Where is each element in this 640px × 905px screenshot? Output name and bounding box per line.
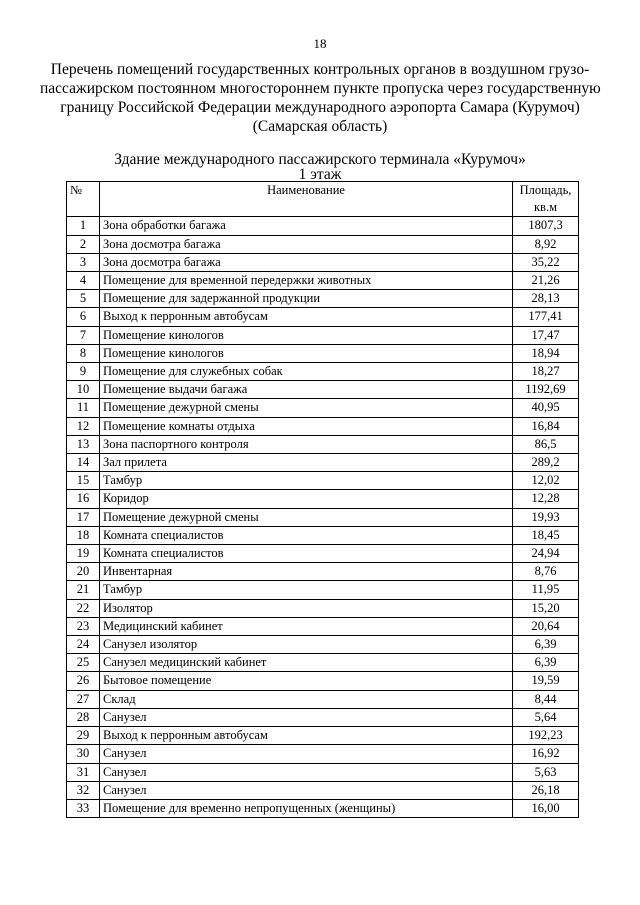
table-row (67, 399, 579, 417)
row-number: 14 (67, 454, 100, 472)
row-name: Тамбур (100, 581, 513, 599)
table-row (67, 253, 579, 271)
row-number: 25 (67, 654, 100, 672)
row-name: Санузел (100, 781, 513, 799)
row-area: 16,84 (513, 417, 579, 435)
row-area: 18,27 (513, 363, 579, 381)
table-row (67, 290, 579, 308)
row-area: 192,23 (513, 727, 579, 745)
row-area: 16,00 (513, 799, 579, 817)
row-name: Выход к перронным автобусам (100, 308, 513, 326)
row-area: 35,22 (513, 253, 579, 271)
table-row (67, 545, 579, 563)
row-area: 5,63 (513, 763, 579, 781)
row-area: 8,76 (513, 563, 579, 581)
row-number: 10 (67, 381, 100, 399)
row-number: 19 (67, 545, 100, 563)
row-number: 16 (67, 490, 100, 508)
row-name: Инвентарная (100, 563, 513, 581)
table-body (67, 217, 579, 818)
table-row (67, 763, 579, 781)
title-line-4: (Самарская область) (252, 118, 388, 135)
row-number: 11 (67, 399, 100, 417)
row-area: 6,39 (513, 654, 579, 672)
row-name: Помещение комнаты отдыха (100, 417, 513, 435)
row-area: 8,92 (513, 235, 579, 253)
row-area: 15,20 (513, 599, 579, 617)
title-line-3: границу Российской Федерации международного аэропорта Самара (Курумоч) (60, 99, 580, 116)
table-row (67, 490, 579, 508)
row-area: 18,45 (513, 526, 579, 544)
row-number: 12 (67, 417, 100, 435)
table-row (67, 708, 579, 726)
table-row (67, 581, 579, 599)
row-number: 6 (67, 308, 100, 326)
table-row (67, 599, 579, 617)
table-row (67, 454, 579, 472)
table-row (67, 472, 579, 490)
row-name: Помещение выдачи багажа (100, 381, 513, 399)
row-number: 13 (67, 435, 100, 453)
row-number: 22 (67, 599, 100, 617)
table-row (67, 508, 579, 526)
row-name: Помещение для задержанной продукции (100, 290, 513, 308)
row-area: 24,94 (513, 545, 579, 563)
table-row (67, 526, 579, 544)
row-number: 31 (67, 763, 100, 781)
row-number: 17 (67, 508, 100, 526)
row-name: Изолятор (100, 599, 513, 617)
table-row (67, 308, 579, 326)
row-area: 12,28 (513, 490, 579, 508)
table-row (67, 344, 579, 362)
table-row (67, 690, 579, 708)
row-name: Санузел медицинский кабинет (100, 654, 513, 672)
row-area: 8,44 (513, 690, 579, 708)
table-row (67, 435, 579, 453)
row-area: 11,95 (513, 581, 579, 599)
row-name: Комната специалистов (100, 545, 513, 563)
row-area: 18,94 (513, 344, 579, 362)
row-name: Помещение дежурной смены (100, 508, 513, 526)
row-number: 3 (67, 253, 100, 271)
table-row (67, 417, 579, 435)
row-number: 7 (67, 326, 100, 344)
row-number: 32 (67, 781, 100, 799)
title-line-2: пассажирском постоянном многостороннем пункте пропуска через государственную (40, 80, 601, 97)
table-row (67, 617, 579, 635)
row-area: 1807,3 (513, 217, 579, 235)
row-area: 28,13 (513, 290, 579, 308)
row-area: 177,41 (513, 308, 579, 326)
row-number: 1 (67, 217, 100, 235)
table-row (67, 326, 579, 344)
row-number: 30 (67, 745, 100, 763)
row-area: 12,02 (513, 472, 579, 490)
row-number: 26 (67, 672, 100, 690)
row-name: Помещение дежурной смены (100, 399, 513, 417)
row-name: Зона паспортного контроля (100, 435, 513, 453)
row-name: Выход к перронным автобусам (100, 727, 513, 745)
row-name: Помещение для служебных собак (100, 363, 513, 381)
row-name: Помещение для временно непропущенных (женщины) (100, 799, 513, 817)
table-row (67, 563, 579, 581)
row-name: Санузел (100, 708, 513, 726)
table-row (67, 727, 579, 745)
row-name: Коридор (100, 490, 513, 508)
row-name: Бытовое помещение (100, 672, 513, 690)
table-row (67, 217, 579, 235)
table-row (67, 654, 579, 672)
row-name: Тамбур (100, 472, 513, 490)
floor-heading: 1 этаж (298, 166, 342, 183)
header-area (513, 182, 579, 217)
row-name: Зал прилета (100, 454, 513, 472)
header-area-line2: кв.м (533, 200, 557, 215)
row-area: 86,5 (513, 435, 579, 453)
row-name: Санузел (100, 745, 513, 763)
row-area: 17,47 (513, 326, 579, 344)
row-area: 40,95 (513, 399, 579, 417)
row-number: 29 (67, 727, 100, 745)
row-number: 23 (67, 617, 100, 635)
row-area: 6,39 (513, 636, 579, 654)
table-row (67, 381, 579, 399)
row-area: 289,2 (513, 454, 579, 472)
row-area: 1192,69 (513, 381, 579, 399)
table-row (67, 781, 579, 799)
row-number: 8 (67, 344, 100, 362)
row-number: 5 (67, 290, 100, 308)
table-row (67, 745, 579, 763)
table-row (67, 363, 579, 381)
row-name: Помещение для временной передержки животных (100, 272, 513, 290)
row-area: 16,92 (513, 745, 579, 763)
table-row (67, 636, 579, 654)
row-number: 4 (67, 272, 100, 290)
row-number: 2 (67, 235, 100, 253)
row-area: 5,64 (513, 708, 579, 726)
row-area: 26,18 (513, 781, 579, 799)
table-row (67, 672, 579, 690)
row-number: 20 (67, 563, 100, 581)
row-number: 33 (67, 799, 100, 817)
row-name: Помещение кинологов (100, 326, 513, 344)
row-number: 27 (67, 690, 100, 708)
row-area: 19,59 (513, 672, 579, 690)
title-line-1: Перечень помещений государственных контрольных органов в воздушном грузо- (50, 61, 590, 78)
row-area: 20,64 (513, 617, 579, 635)
page-number: 18 (313, 36, 327, 51)
row-name: Зона досмотра багажа (100, 253, 513, 271)
row-name: Санузел изолятор (100, 636, 513, 654)
header-number: № (67, 182, 100, 217)
row-area: 19,93 (513, 508, 579, 526)
document-title (40, 60, 600, 136)
building-heading: Здание международного пассажирского терминала «Курумоч» (114, 151, 526, 168)
row-number: 15 (67, 472, 100, 490)
row-number: 18 (67, 526, 100, 544)
row-name: Зона обработки багажа (100, 217, 513, 235)
row-number: 9 (67, 363, 100, 381)
row-name: Комната специалистов (100, 526, 513, 544)
row-name: Санузел (100, 763, 513, 781)
row-number: 21 (67, 581, 100, 599)
row-number: 28 (67, 708, 100, 726)
table-header-row (67, 182, 579, 217)
table-row (67, 799, 579, 817)
table-row (67, 272, 579, 290)
row-number: 24 (67, 636, 100, 654)
row-name: Склад (100, 690, 513, 708)
row-name: Помещение кинологов (100, 344, 513, 362)
rooms-table (66, 181, 579, 818)
header-name: Наименование (100, 182, 513, 217)
header-area-line1: Площадь, (519, 183, 572, 197)
row-area: 21,26 (513, 272, 579, 290)
table-row (67, 235, 579, 253)
row-name: Зона досмотра багажа (100, 235, 513, 253)
row-name: Медицинский кабинет (100, 617, 513, 635)
